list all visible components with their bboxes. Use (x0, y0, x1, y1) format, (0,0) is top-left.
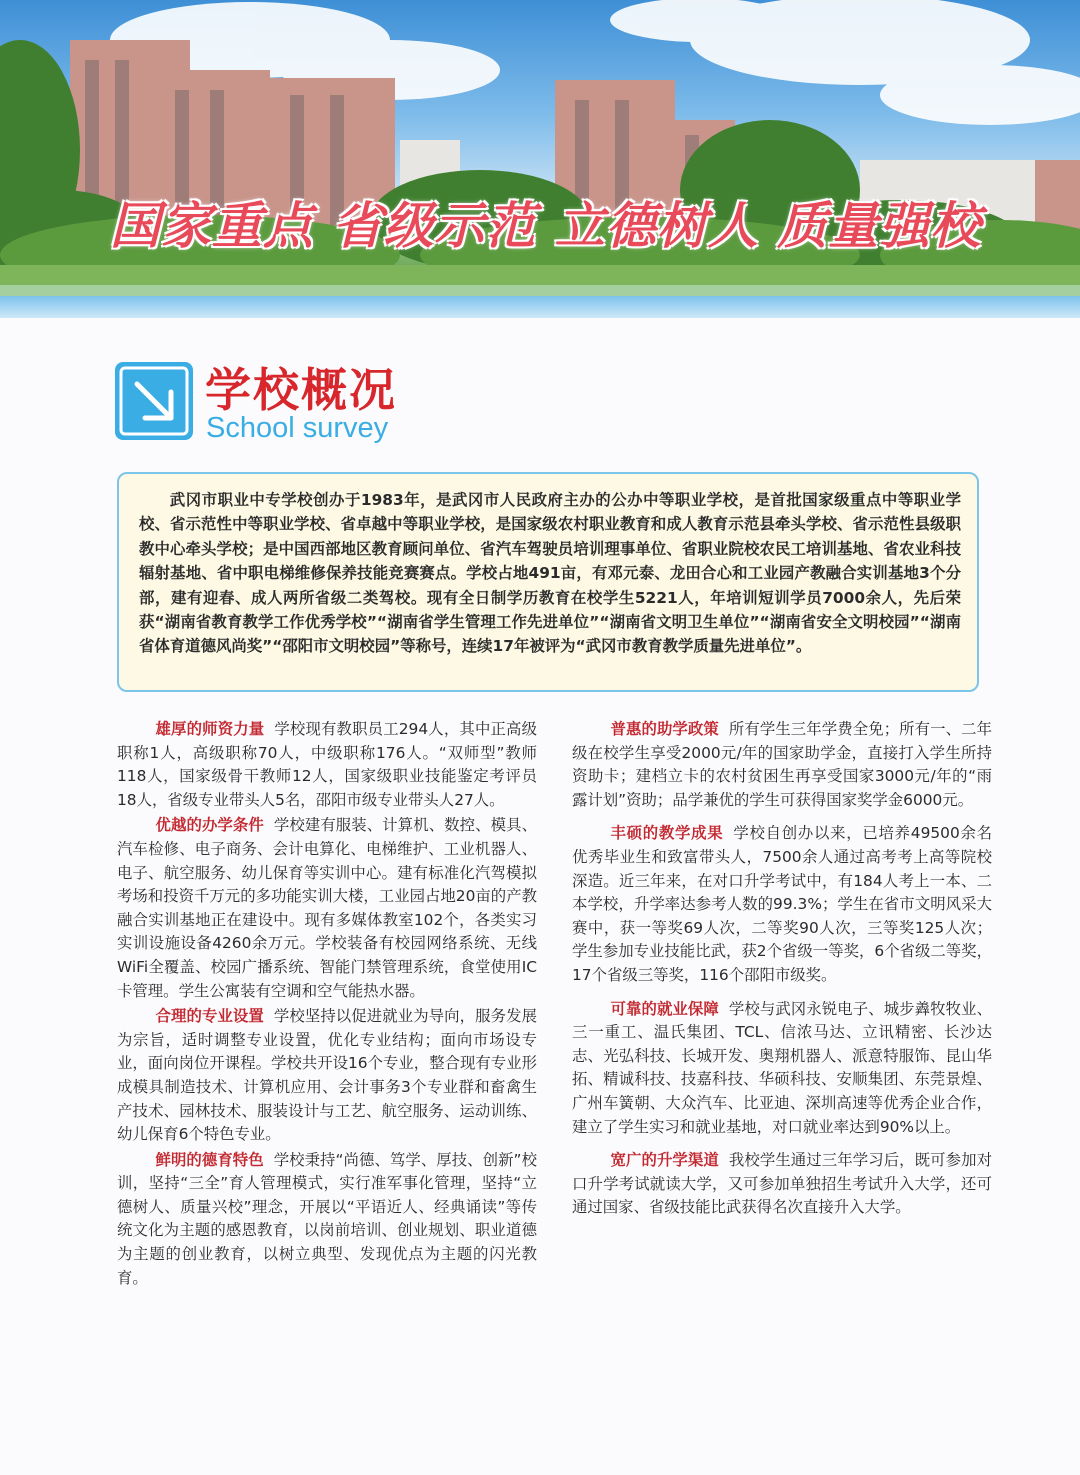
section-heading: 可靠的就业保障 (610, 999, 719, 1018)
section-body: 学校现有教职员工294人，其中正高级职称1人，高级职称70人，中级职称176人。“双师型”教师118人，国家级骨干教师12人，国家级职业技能鉴定考评员18人，省级专业带头人5名，邵阳市级专业带头人27人。 (117, 720, 537, 809)
intro-box (117, 472, 979, 692)
section-further-study (572, 1149, 992, 1220)
section-subtitle: School survey (206, 412, 389, 444)
section-heading: 合理的专业设置 (155, 1007, 264, 1026)
intro-paragraph: 武冈市职业中专学校创办于1983年，是武冈市人民政府主办的公办中等职业学校，是首批国家级重点中等职业学校、省示范性中等职业学校、省卓越中等职业学校，是国家级农村职业教育和成人教育示范县牵头学校、省示范性县级职教中心牵头学校；是中国西部地区教育顾问单位、省汽车驾驶员培训理事单位、省职业院校农民工培训基地、省农业科技辐射基地、省中职电梯维修保养技能竞赛赛点。学校占地491亩，有邓元泰、龙田合心和工业园产教融合实训基地3个分部，建有迎春、成人两所省级二类驾校。现有全日制学历教育在校学生5221人，年培训短训学员7000余人，先后荣获“湖南省教育教学工作优秀学校”“湖南省学生管理工作先进单位”“湖南省文明卫生单位”“湖南省安全文明校园”“湖南省体育道德风尚奖”“邵阳市文明校园”等称号，连续17年被评为“武冈市教育教学质量先进单位”。 (139, 491, 961, 656)
section-majors (117, 1005, 537, 1147)
section-body: 我校学生通过三年学习后，既可参加对口升学考试就读大学，又可参加单独招生考试升入大学，还可通过国家、省级技能比武获得名次直接升入大学。 (572, 1151, 992, 1217)
section-body: 学校与武冈永锐电子、城步羴牧牧业、三一重工、温氏集团、TCL、信浓马达、立讯精密、长沙达志、光弘科技、长城开发、奥翔机器人、派意特服饰、昆山华拓、精诚科技、技嘉科技、华硕科技、安顺集团、东莞景煌、广州车簧朝、大众汽车、比亚迪、深圳高速等优秀企业合作，建立了学生实习和就业基地，对口就业率达到90%以上。 (572, 999, 992, 1136)
campus-banner (0, 0, 1080, 298)
section-moral-education (117, 1149, 537, 1291)
section-heading: 宽广的升学渠道 (610, 1151, 719, 1170)
section-heading: 优越的办学条件 (155, 816, 264, 835)
section-employment (572, 998, 992, 1140)
section-heading: 普惠的助学政策 (610, 720, 719, 738)
section-body: 学校坚持以促进就业为导向，服务发展为宗旨，适时调整专业设置，优化专业结构；面向市场设专业，面向岗位开课程。学校共开设16个专业，整合现有专业形成模具制造技术、计算机应用、会计事务3个专业群和畜禽生产技术、园林技术、服装设计与工艺、航空服务、运动训练、幼儿保育6个特色专业。 (117, 1007, 537, 1144)
section-body: 学校自创办以来，已培养49500余名优秀毕业生和致富带头人，7500余人通过高考考上高等院校深造。近三年来，在对口升学考试中，有184人考上一本、二本学校，升学率达参考人数的99.3%；学生在省市文明风采大赛中，获一等奖69人次，二等奖90人次，三等奖125人次；学生参加专业技能比武，获2个省级一等奖，6个省级二等奖，17个省级三等奖，116个邵阳市级奖。 (572, 824, 992, 984)
left-column (117, 718, 537, 1292)
section-financial-aid (572, 718, 992, 812)
section-facilities (117, 814, 537, 1003)
section-title: 学校概况 (205, 363, 397, 417)
section-body: 学校秉持“尚德、笃学、厚技、创新”校训，坚持“三全”育人管理模式，实行准军事化管理，坚持“立德树人、质量兴校”理念，开展以“平语近人、经典诵读”等传统文化为主题的感恩教育，以岗前培训、创业规划、职业道德为主题的创业教育，以树立典型、发现优点为主题的闪光教育。 (117, 1150, 537, 1287)
arrow-down-right-icon (115, 362, 193, 440)
section-body: 所有学生三年学费全免；所有一、二年级在校学生享受2000元/年的国家助学金，直接打入学生所持资助卡；建档立卡的农村贫困生再享受国家3000元/年的“雨露计划”资助；品学兼优的学生可获得国家奖学金6000元。 (572, 720, 992, 809)
section-body: 学校建有服装、计算机、数控、模具、汽车检修、电子商务、会计电算化、电梯维护、工业机器人、电子、航空服务、幼儿保育等实训中心。建有标准化汽驾模拟考场和投资千万元的多功能实训大楼，工业园占地20亩的产教融合实训基地正在建设中。现有多媒体教室102个，各类实习实训设施设备4260余万元。学校装备有校园网络系统、无线WiFi全覆盖、校园广播系统、智能门禁管理系统，食堂使用IC卡管理。学生公寓装有空调和空气能热水器。 (117, 816, 537, 1000)
section-achievements (572, 822, 992, 987)
banner-strip (0, 296, 1080, 318)
section-teachers (117, 718, 537, 812)
right-column (572, 718, 992, 1222)
section-heading: 鲜明的德育特色 (155, 1150, 264, 1169)
section-heading: 雄厚的师资力量 (155, 720, 265, 738)
section-heading: 丰硕的教学成果 (610, 824, 724, 843)
banner-slogan: 国家重点 省级示范 立德树人 质量强校 (110, 196, 982, 255)
